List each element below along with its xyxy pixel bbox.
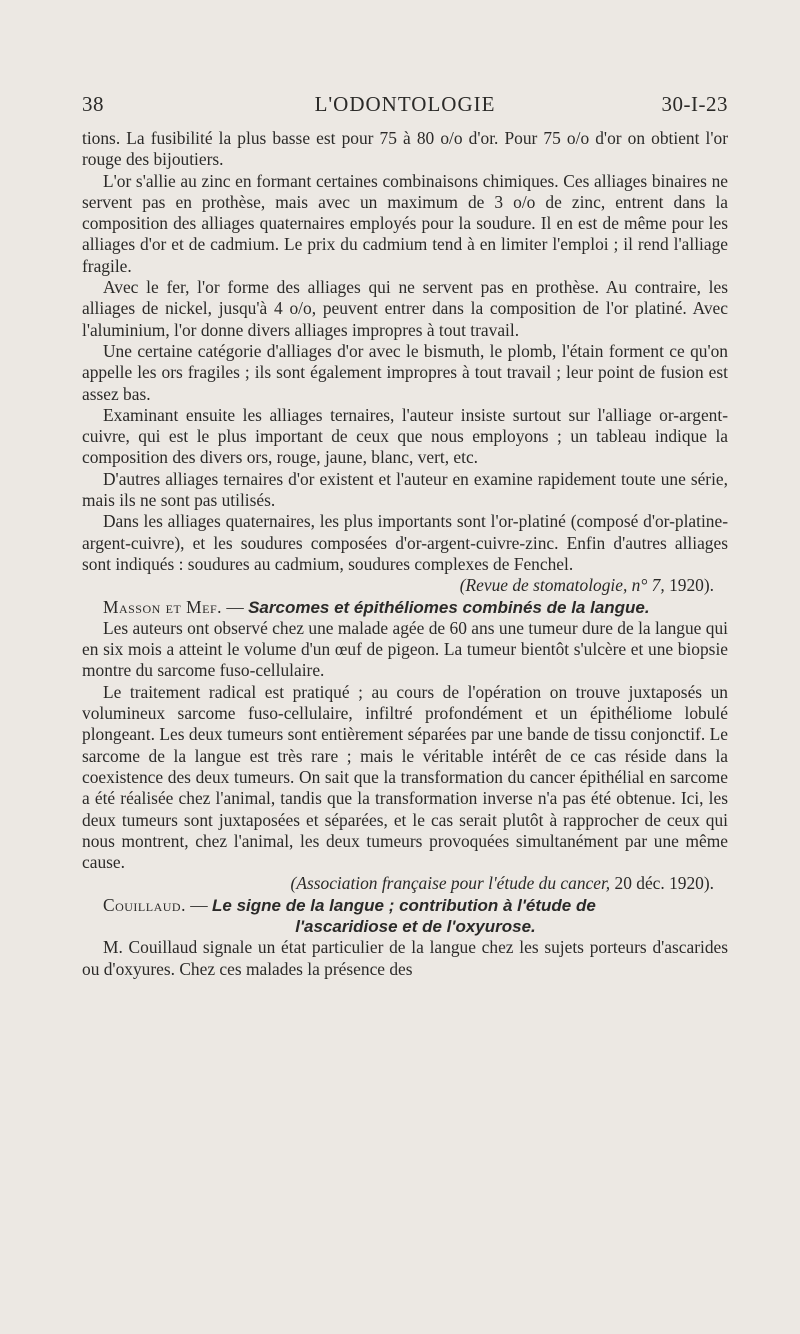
heading-dash: — [221, 596, 249, 617]
paragraph: Dans les alliages quaternaires, les plus importants sont l'or-platiné (composé d'or-platine-argent-cuivre), et les soudures composées d'or-argent-cuivre-zinc. Enfin d'autres alliages sont indiqués : soudures au cadmium, soudures complexes de Fenchel. [82, 511, 728, 574]
source-citation [82, 575, 728, 596]
heading-dash: — [185, 894, 213, 915]
source-title: (Revue de stomatologie, n° 7, [459, 575, 665, 596]
paragraph: Le traitement radical est pratiqué ; au cours de l'opération on trouve juxtaposés un volumineux sarcome fuso-cellulaire, infiltré profondément et un épithéliome lobulé plongeant. Les deux tumeurs sont entièrement séparées par une bande de tissu conjonctif. Le sarcome de la langue est très rare ; mais le véritable intérêt de ce cas réside dans la coexistence des deux tumeurs. On sait que la transformation du cancer épithélial en sarcome a été réalisée chez l'animal, tandis que la transformation inverse n'a pas été obtenue. Ici, les deux tumeurs sont juxtaposées et séparées, et le cas serait plutôt à rapprocher de ceux qui nous montrent, chez l'animal, les deux tumeurs provoquées simultanément par une même cause. [82, 681, 728, 873]
paragraph: D'autres alliages ternaires d'or existent et l'auteur en examine rapidement toute une série, mais ils ne sont pas utilisés. [82, 468, 728, 511]
article-author: Couillaud. [103, 894, 186, 915]
article-heading [82, 895, 728, 938]
paragraph: Examinant ensuite les alliages ternaires, l'auteur insiste surtout sur l'alliage or-argent-cuivre, qui est le plus important de ceux que nous employons ; un tableau indique la composition des divers ors, rouge, jaune, blanc, vert, etc. [82, 404, 728, 468]
page-header [82, 92, 728, 122]
source-title: (Association française pour l'étude du cancer, [290, 873, 611, 894]
article-heading [82, 597, 728, 618]
article-author: Masson et Mef. [103, 596, 222, 617]
article-title-line1: Le signe de la langue ; contribution à l'étude de [212, 895, 596, 915]
running-title: L'ODONTOLOGIE [314, 92, 496, 116]
article-title-line2: l'ascaridiose et de l'oxyurose. [295, 916, 536, 936]
paragraph: tions. La fusibilité la plus basse est pour 75 à 80 o/o d'or. Pour 75 o/o d'or on obtient l'or rouge des bijoutiers. [82, 128, 728, 170]
paragraph: L'or s'allie au zinc en formant certaines combinaisons chimiques. Ces alliages binaires ne servent pas en prothèse, mais avec un maximum de 3 o/o de zinc, entrent dans la composition des alliages quaternaires employés pour la soudure. Il en est de même pour les alliages d'or et de cadmium. Le prix du cadmium tend à en limiter l'emploi ; il rend l'alliage fragile. [82, 170, 728, 276]
source-date: 20 déc. 1920). [610, 873, 714, 894]
paragraph: M. Couillaud signale un état particulier de la langue chez les sujets porteurs d'ascarides ou d'oxyures. Chez ces malades la présence des [82, 937, 728, 979]
page-body [82, 128, 728, 980]
issue-date: 30-I-23 [661, 92, 728, 116]
page-number: 38 [82, 92, 104, 116]
paragraph: Les auteurs ont observé chez une malade agée de 60 ans une tumeur dure de la langue qui en six mois a atteint le volume d'un œuf de pigeon. La tumeur bientôt s'ulcère et une biopsie montre du sarcome fuso-cellulaire. [82, 617, 728, 681]
article-title: Sarcomes et épithéliomes combinés de la langue. [248, 597, 650, 617]
paragraph: Une certaine catégorie d'alliages d'or avec le bismuth, le plomb, l'étain forment ce qu'on appelle les ors fragiles ; ils sont également impropres à tout travail ; leur point de fusion est assez bas. [82, 340, 728, 404]
paragraph: Avec le fer, l'or forme des alliages qui ne servent pas en prothèse. Au contraire, les alliages de nickel, jusqu'à 4 o/o, peuvent entrer dans la composition de l'or platiné. Avec l'aluminium, l'or donne divers alliages impropres à tout travail. [82, 277, 728, 340]
source-year: 1920). [664, 575, 714, 596]
source-citation [82, 873, 728, 894]
